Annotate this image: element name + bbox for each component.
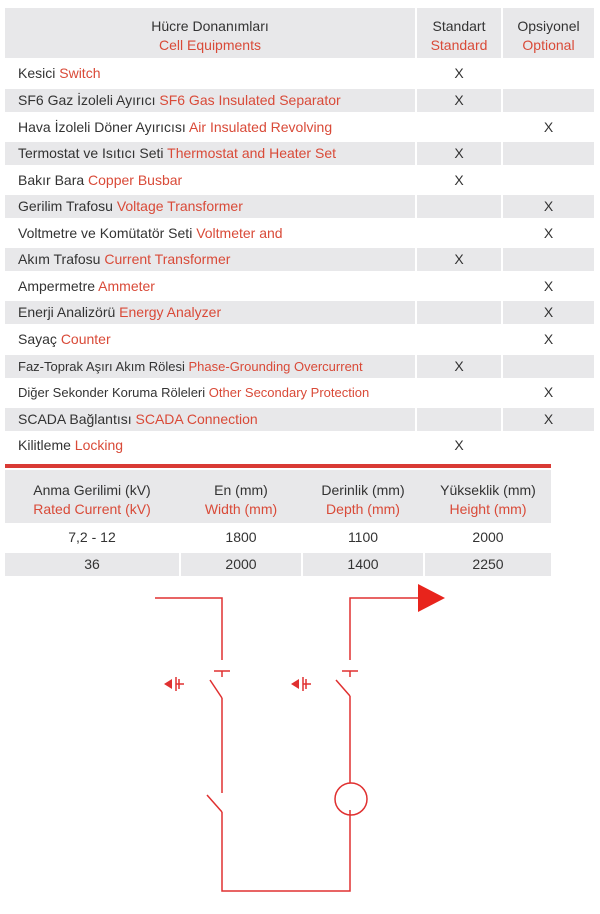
disconnector-blade (210, 680, 222, 698)
equipment-row (5, 142, 594, 165)
header-width: En (mm) Width (mm) (204, 482, 278, 517)
equipment-name: SCADA Bağlantısı SCADA Connection (5, 408, 415, 431)
equipment-row (5, 195, 594, 218)
equipment-row (5, 434, 594, 457)
standard-mark (417, 408, 501, 431)
equipment-name: Kesici Switch (18, 65, 101, 81)
standard-mark: X (454, 437, 464, 453)
earth-arrow-icon (164, 679, 172, 689)
depth-value: 1100 (347, 529, 379, 545)
optional-mark (503, 89, 594, 112)
equipment-row (5, 222, 594, 245)
equipment-row (5, 328, 594, 351)
equipment-row (5, 62, 594, 85)
optional-mark (503, 169, 594, 192)
equipment-row (5, 275, 594, 298)
optional-mark (503, 62, 594, 85)
equipment-row (5, 89, 594, 112)
bottom-line (222, 810, 350, 891)
width-value: 1800 (225, 529, 257, 545)
header-depth: Derinlik (mm) Depth (mm) (321, 482, 405, 517)
equipment-row (5, 116, 594, 139)
header-standard-tr: Standart (432, 18, 486, 34)
equipment-row (5, 355, 594, 378)
optional-mark (503, 355, 594, 378)
optional-mark: X (543, 331, 554, 347)
rated-current-value: 7,2 - 12 (68, 529, 116, 545)
standard-mark: X (417, 248, 501, 271)
standard-mark (417, 116, 501, 139)
equipment-name: Termostat ve Isıtıcı Seti Thermostat and Heater Set (5, 142, 415, 165)
standard-mark (417, 381, 501, 404)
standard-mark (417, 222, 501, 245)
header-divider (415, 8, 417, 58)
optional-mark: X (503, 195, 594, 218)
equipment-name: Gerilim Trafosu Voltage Transformer (5, 195, 415, 218)
header-equipment-tr: Hücre Donanımları (151, 18, 269, 34)
dimensions-table-header (5, 470, 551, 523)
width-value: 2000 (181, 553, 301, 576)
standard-mark: X (417, 142, 501, 165)
header-standard-en: Standard (430, 37, 488, 53)
equipment-name: Diğer Sekonder Koruma Röleleri Other Secondary Protection (18, 385, 370, 400)
equipment-name: Sayaç Counter (18, 331, 111, 347)
incoming-line (155, 598, 222, 660)
header-cell-standard (417, 17, 501, 55)
standard-mark (417, 275, 501, 298)
circuit-diagram (0, 580, 600, 910)
equipment-name: Ampermetre Ammeter (18, 278, 155, 294)
optional-mark: X (543, 384, 554, 400)
standard-mark: X (454, 65, 464, 81)
breaker-blade (207, 795, 222, 812)
standard-mark (417, 328, 501, 351)
header-cell-equipment (5, 17, 415, 55)
equipment-row (5, 381, 594, 404)
equipment-row (5, 408, 594, 431)
depth-value: 1400 (303, 553, 423, 576)
header-optional-tr: Opsiyonel (517, 18, 580, 34)
equipment-row (5, 301, 594, 324)
equipment-name: Bakır Bara Copper Busbar (18, 172, 183, 188)
equipment-name: Faz-Toprak Aşırı Akım Rölesi Phase-Grounding Overcurrent (5, 355, 415, 378)
header-optional-en: Optional (522, 37, 575, 53)
equipment-name: Hava İzoleli Döner Ayırıcısı Air Insulated Revolving (18, 119, 333, 135)
optional-mark: X (543, 119, 554, 135)
optional-mark: X (543, 225, 554, 241)
header-equipment-en: Cell Equipments (159, 37, 261, 53)
disconnector-blade (336, 680, 350, 696)
equipment-name: Voltmetre ve Komütatör Seti Voltmeter and (18, 225, 283, 241)
equipment-name: Enerji Analizörü Energy Analyzer (5, 301, 415, 324)
optional-mark (503, 248, 594, 271)
equipment-row (5, 248, 594, 271)
output-arrow-icon (418, 584, 445, 612)
header-divider (501, 8, 503, 58)
header-rated-current: Anma Gerilimi (kV) Rated Current (kV) (33, 482, 151, 517)
height-value: 2000 (472, 529, 504, 545)
dimensions-row (5, 526, 551, 549)
equipment-row (5, 169, 594, 192)
equipment-name: Kilitleme Locking (18, 437, 124, 453)
equipment-table-header (5, 8, 594, 58)
header-height: Yükseklik (mm) Height (mm) (440, 482, 536, 517)
optional-mark: X (503, 408, 594, 431)
standard-mark: X (417, 355, 501, 378)
standard-mark (417, 301, 501, 324)
outgoing-line (350, 598, 420, 660)
earth-arrow-icon (291, 679, 299, 689)
height-value: 2250 (425, 553, 551, 576)
optional-mark: X (543, 278, 554, 294)
dimensions-row (5, 553, 551, 576)
header-cell-optional (503, 17, 594, 55)
equipment-name: Akım Trafosu Current Transformer (5, 248, 415, 271)
optional-mark (503, 142, 594, 165)
standard-mark: X (417, 89, 501, 112)
optional-mark: X (503, 301, 594, 324)
standard-mark: X (454, 172, 464, 188)
rated-current-value: 36 (5, 553, 179, 576)
current-transformer-symbol (335, 783, 367, 815)
section-divider (5, 464, 551, 468)
equipment-name: SF6 Gaz İzoleli Ayırıcı SF6 Gas Insulated Separator (5, 89, 415, 112)
optional-mark (503, 434, 594, 457)
standard-mark (417, 195, 501, 218)
